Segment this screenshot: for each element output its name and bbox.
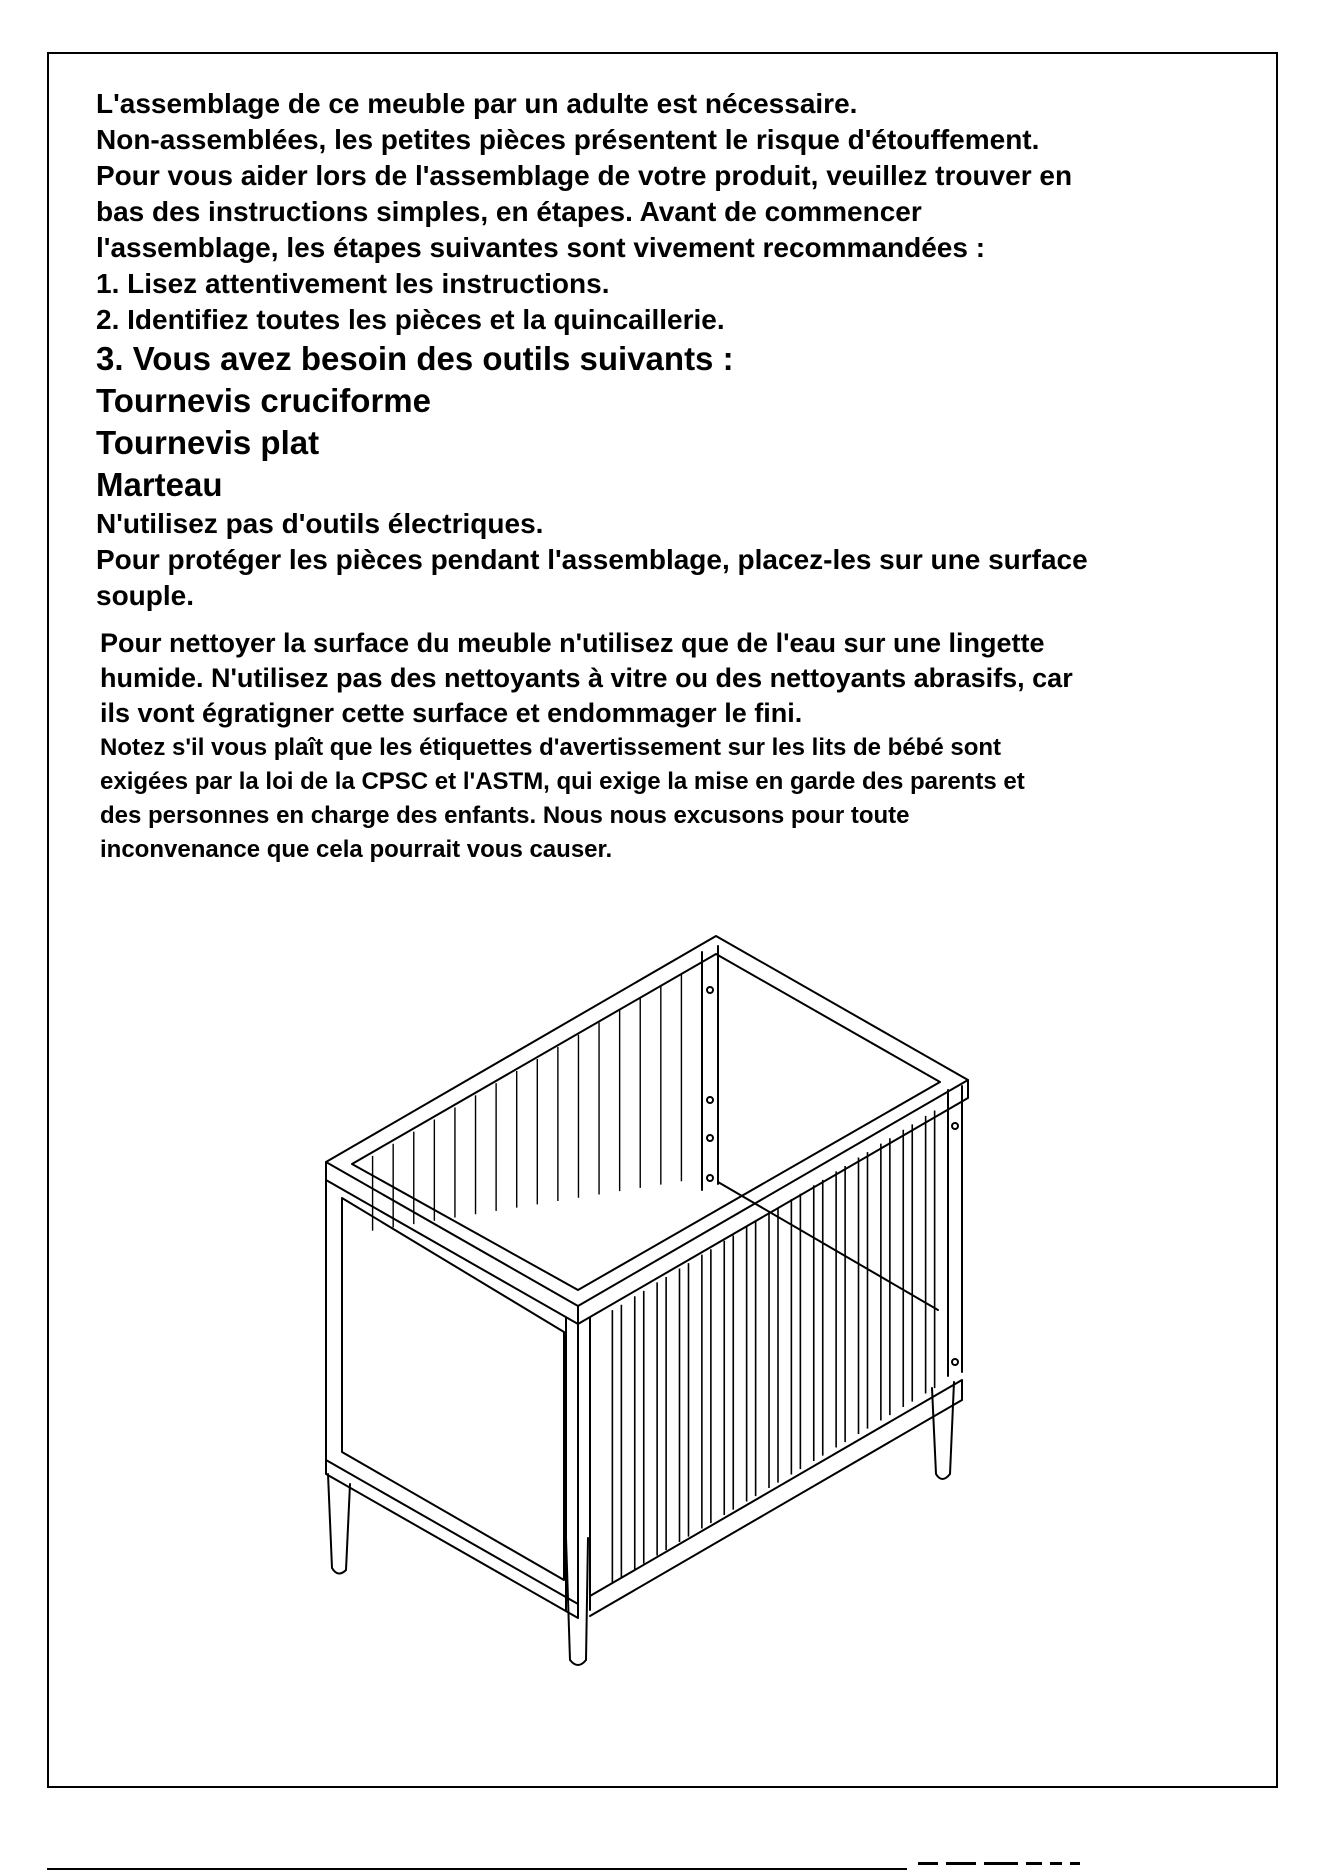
leg [328,1474,350,1574]
notice-paragraph [100,731,1256,867]
cleaning-line: Pour nettoyer la surface du meuble n'utilisez que de l'eau sur une lingette [100,628,1045,658]
cleaning-line: humide. N'utilisez pas des nettoyants à vitre ou des nettoyants abrasifs, car [100,663,1073,693]
crib-illustration [318,928,978,1688]
footer-rule [47,1868,907,1870]
front-bottom-rail [590,1380,962,1616]
bolt [952,1123,958,1129]
top-rail-edge [326,1080,968,1324]
page-frame-right [1276,52,1278,1788]
instructions-text [96,86,1256,867]
warning-line: N'utilisez pas d'outils électriques. [96,508,544,539]
end-panel [326,1180,578,1604]
intro-line: Pour vous aider lors de l'assemblage de votre produit, veuillez trouver en [96,160,1073,191]
intro-line: l'assemblage, les étapes suivantes sont vivement recommandées : [96,232,986,263]
bolt [707,987,713,993]
warning-line: Pour protéger les pièces pendant l'assemblage, placez-les sur une surface [96,544,1088,575]
bolt [952,1359,958,1365]
bolt [707,1097,713,1103]
footer-cut-marks [918,1862,1138,1870]
bolt [707,1135,713,1141]
top-rail-inner [352,954,940,1290]
rear-post [702,946,718,1190]
tool-item: Tournevis plat [96,424,320,461]
notice-line: des personnes en charge des enfants. Nous nous excusons pour toute [100,802,910,829]
page-frame-left [47,52,49,1788]
tool-item: Marteau [96,466,223,503]
bolt [707,1175,713,1181]
notice-line: Notez s'il vous plaît que les étiquettes d'avertissement sur les lits de bébé sont [100,734,1002,761]
notice-line: inconvenance que cela pourrait vous causer. [100,836,613,863]
step-2: 2. Identifiez toutes les pièces et la quincaillerie. [96,304,725,335]
intro-line: L'assemblage de ce meuble par un adulte est nécessaire. [96,88,858,119]
tools-heading: 3. Vous avez besoin des outils suivants : [96,340,734,377]
step-1: 1. Lisez attentivement les instructions. [96,268,610,299]
warning-line: souple. [96,580,195,611]
cleaning-paragraph [100,626,1256,731]
page-frame-bottom [47,1786,1278,1788]
cleaning-line: ils vont égratigner cette surface et endommager le fini. [100,698,803,728]
intro-line: bas des instructions simples, en étapes. Avant de commencer [96,196,922,227]
tool-item: Tournevis cruciforme [96,382,431,419]
notice-line: exigées par la loi de la CPSC et l'ASTM, qui exige la mise en garde des parents et [100,768,1025,795]
mattress-base [718,1182,938,1310]
page-frame-top [47,52,1278,54]
intro-line: Non-assemblées, les petites pièces présentent le risque d'étouffement. [96,124,1040,155]
